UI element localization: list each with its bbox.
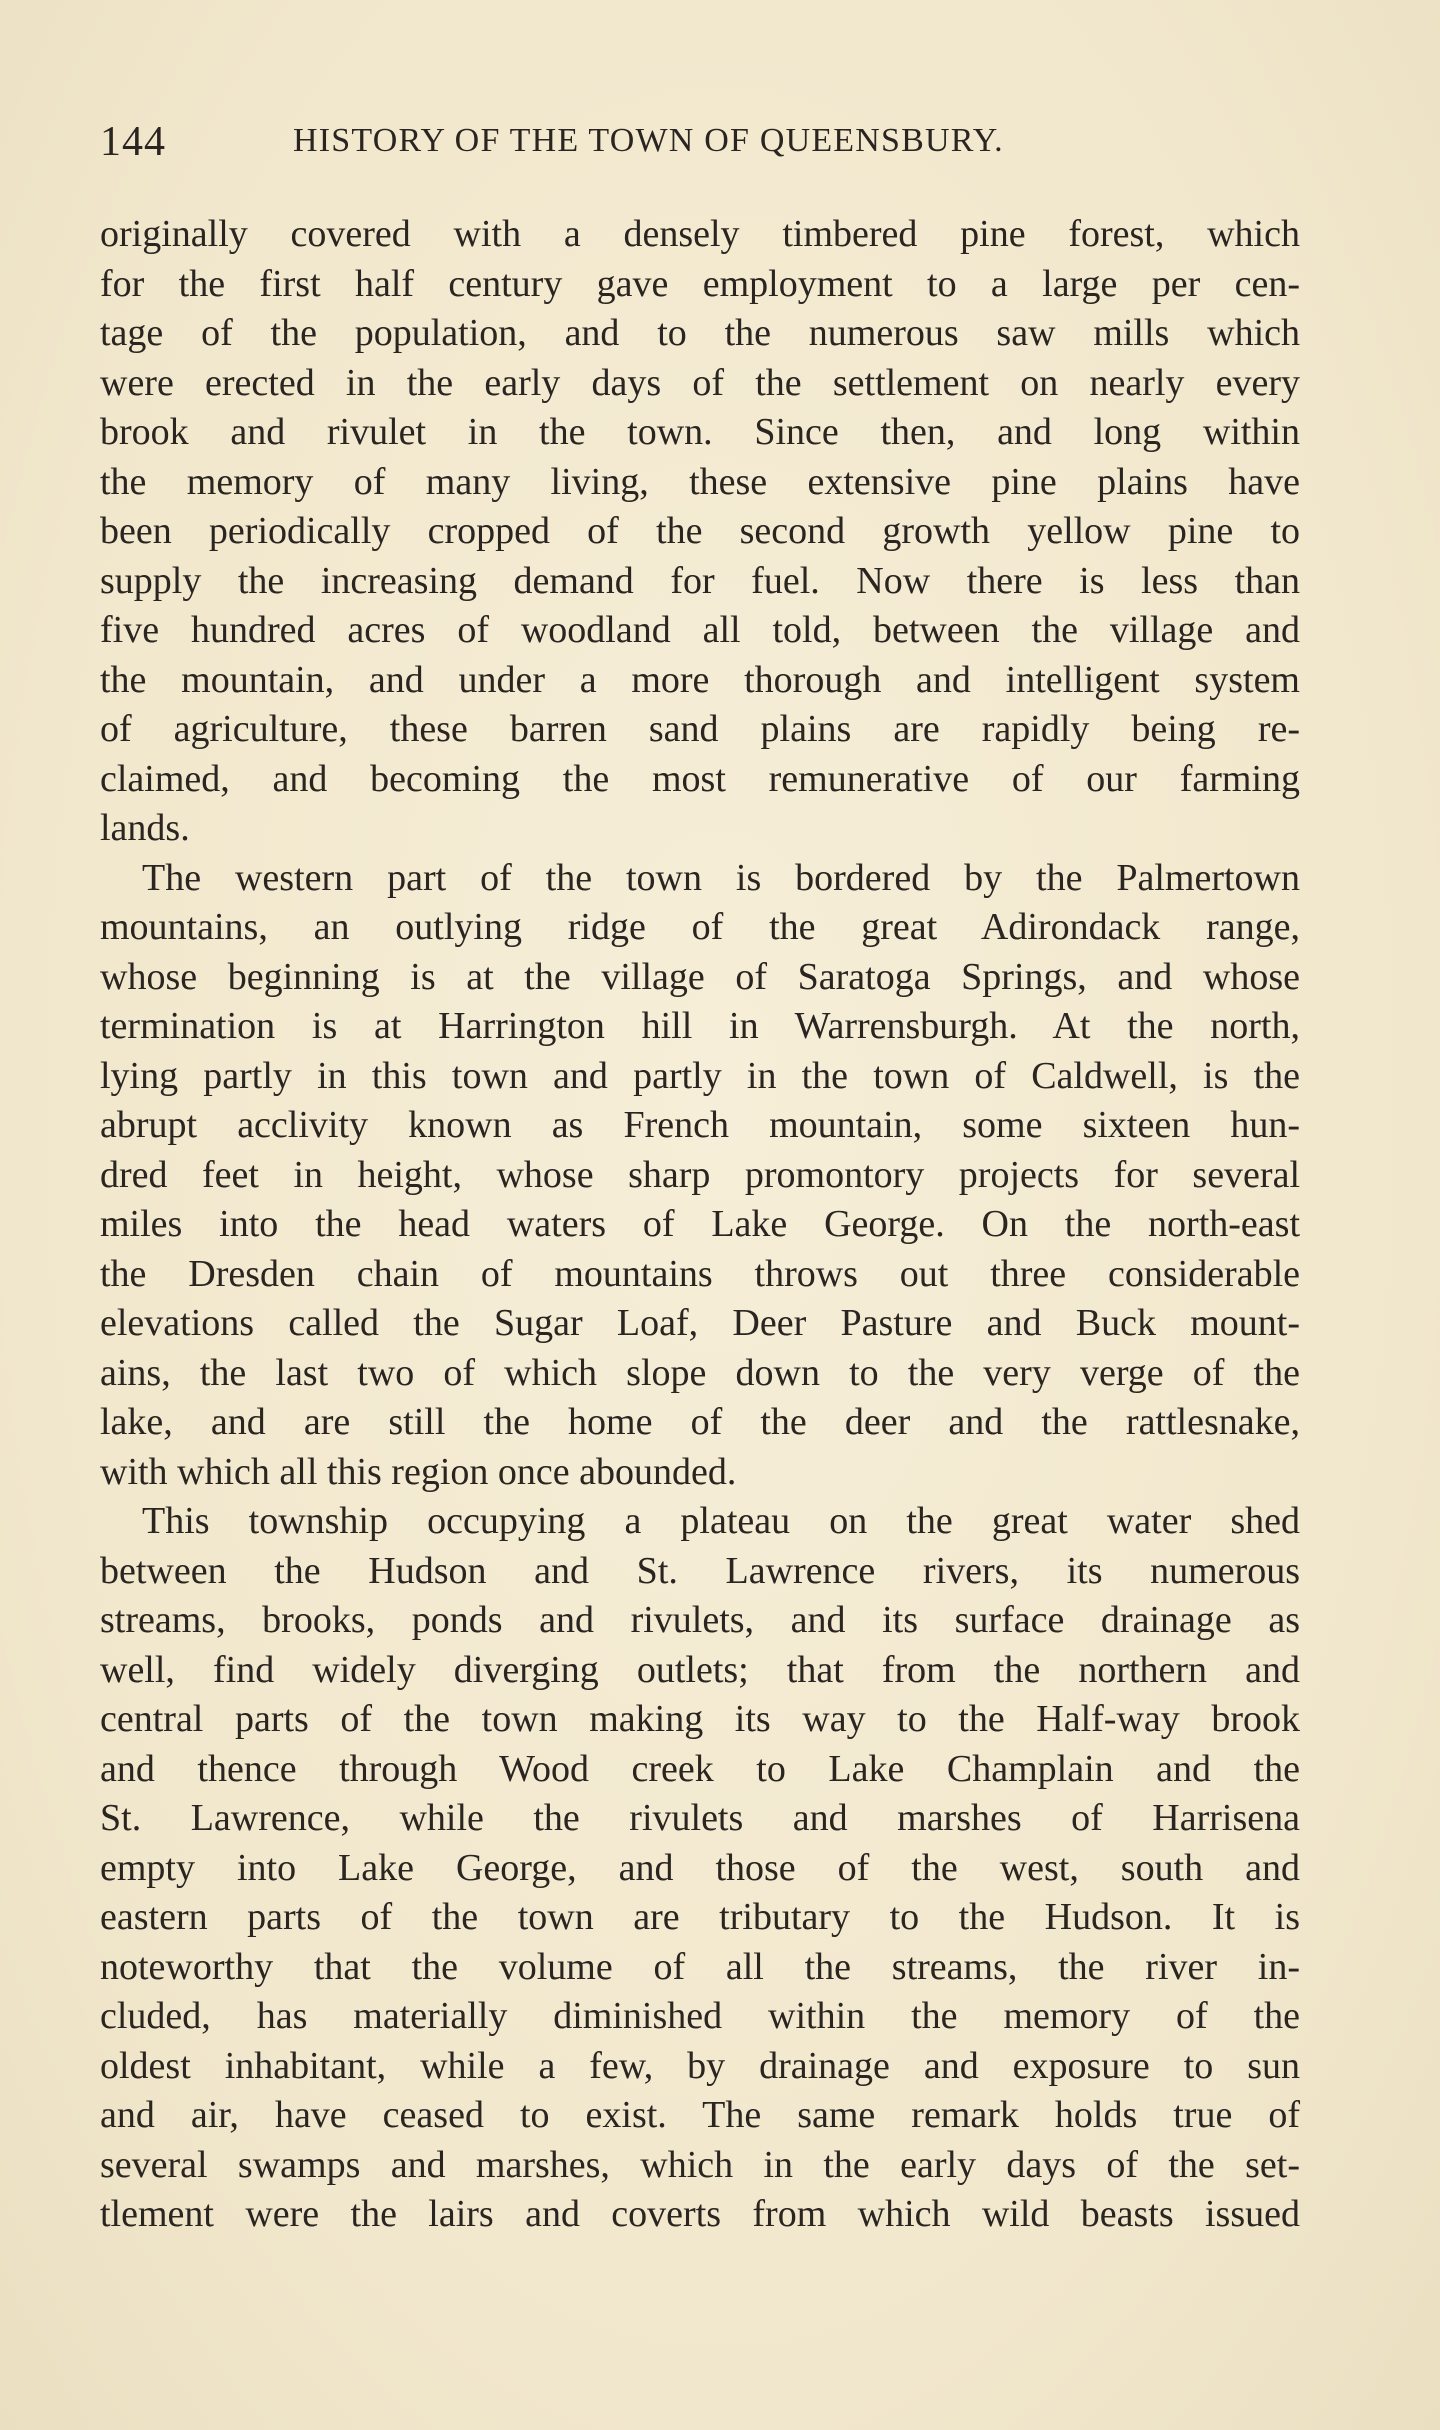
text-line: for the first half century gave employment to a large per cen-: [100, 262, 1300, 305]
text-line: whose beginning is at the village of Saratoga Springs, and whose: [100, 955, 1300, 998]
text-line: eastern parts of the town are tributary to the Hudson. It is: [100, 1896, 1300, 1938]
paragraph-end-line: lands.: [100, 807, 190, 849]
text-line: and thence through Wood creek to Lake Champlain and the: [100, 1747, 1300, 1790]
text-line: lying partly in this town and partly in the town of Caldwell, is the: [100, 1054, 1300, 1097]
text-line: cluded, has materially diminished within the memory of the: [100, 1995, 1300, 2037]
text-line: oldest inhabitant, while a few, by drainage and exposure to sun: [100, 2044, 1300, 2087]
text-line: termination is at Harrington hill in Warrensburgh. At the north,: [100, 1005, 1300, 1047]
text-line: the memory of many living, these extensive pine plains have: [100, 460, 1300, 503]
text-line: miles into the head waters of Lake George. On the north-east: [100, 1203, 1300, 1245]
text-line: brook and rivulet in the town. Since then, and long within: [100, 411, 1300, 453]
text-line: lake, and are still the home of the deer and the rattlesnake,: [100, 1401, 1300, 1443]
text-line: originally covered with a densely timbered pine forest, which: [100, 213, 1300, 255]
text-line: five hundred acres of woodland all told, between the village and: [100, 609, 1300, 651]
text-line: empty into Lake George, and those of the west, south and: [100, 1846, 1300, 1889]
text-line: been periodically cropped of the second growth yellow pine to: [100, 510, 1300, 552]
paragraph-end-line: with which all this region once abounded.: [100, 1450, 737, 1493]
body-text: [100, 210, 1300, 2240]
text-line: tlement were the lairs and coverts from which wild beasts issued: [100, 2193, 1300, 2235]
text-line: streams, brooks, ponds and rivulets, and its surface drainage as: [100, 1599, 1300, 1641]
paragraph-start-line: The western part of the town is bordered by the Palmertown: [142, 856, 1300, 899]
running-title: HISTORY OF THE TOWN OF QUEENSBURY.: [293, 122, 1004, 159]
text-line: supply the increasing demand for fuel. Now there is less than: [100, 559, 1300, 602]
text-line: well, find widely diverging outlets; that from the northern and: [100, 1648, 1300, 1691]
text-line: ains, the last two of which slope down to the very verge of the: [100, 1351, 1300, 1394]
paragraph-start-line: This township occupying a plateau on the great water shed: [142, 1500, 1300, 1542]
text-line: tage of the population, and to the numerous saw mills which: [100, 312, 1300, 354]
text-line: were erected in the early days of the settlement on nearly every: [100, 361, 1300, 404]
text-line: the mountain, and under a more thorough and intelligent system: [100, 658, 1300, 701]
text-line: of agriculture, these barren sand plains are rapidly being re-: [100, 708, 1300, 750]
running-head: [100, 118, 1300, 178]
text-line: and air, have ceased to exist. The same remark holds true of: [100, 2094, 1300, 2136]
text-line: St. Lawrence, while the rivulets and marshes of Harrisena: [100, 1797, 1300, 1839]
text-line: mountains, an outlying ridge of the great Adirondack range,: [100, 906, 1300, 948]
page-number: 144: [100, 119, 166, 165]
text-line: abrupt acclivity known as French mountain, some sixteen hun-: [100, 1104, 1300, 1146]
text-line: several swamps and marshes, which in the early days of the set-: [100, 2143, 1300, 2186]
text-line: between the Hudson and St. Lawrence rivers, its numerous: [100, 1549, 1300, 1592]
text-line: central parts of the town making its way to the Half-way brook: [100, 1698, 1300, 1740]
text-line: claimed, and becoming the most remunerative of our farming: [100, 757, 1300, 800]
text-line: the Dresden chain of mountains throws out three considerable: [100, 1252, 1300, 1295]
text-line: noteworthy that the volume of all the streams, the river in-: [100, 1945, 1300, 1988]
text-line: dred feet in height, whose sharp promontory projects for several: [100, 1153, 1300, 1196]
text-line: elevations called the Sugar Loaf, Deer Pasture and Buck mount-: [100, 1302, 1300, 1344]
